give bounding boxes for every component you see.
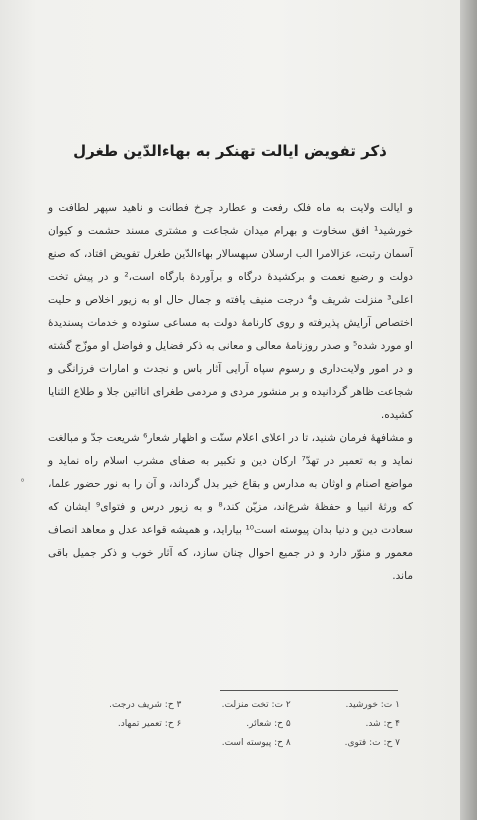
page-spine-edge	[460, 0, 477, 820]
section-heading: ذکر تفویض ایالت تهنکر به بهاءالدّین طغرل	[73, 142, 387, 160]
footnote-1: ۱ ت: خورشید.	[345, 700, 400, 710]
footnote-7: ۷ ح: ت: فتوی.	[344, 738, 400, 748]
main-text	[48, 197, 413, 588]
footnotes	[80, 700, 400, 748]
footnote-5: ۵ ح: شعائر.	[246, 719, 291, 729]
footnote-2: ۲ ت: تخت منزلت.	[221, 700, 291, 710]
footnote-6: ۶ ح: تعمیر تمهاد.	[117, 719, 182, 729]
paragraph-2: و مشافههٔ فرمان شنید، تا در اعلای اعلام سنّت و اظهار شعار⁶ شریعت جدّ و مبالغت نماید و به تعمیر در تهدّ⁷ ارکان دین و تکبیر به صفای مشرب اسلام راه نماید و مواضع اصنام و اوثان به مدارس و بقاع خیر بدل گرداند، و آن را به نور حضور علما، که ورثهٔ انبیا و حفظهٔ شرع‌اند، مزیّن کند،⁸ و به زیور درس و فتوای⁹ ایشان که سعادت دین و دنیا بدان پیوسته است¹⁰ بیاراید، و همیشه قواعد عدل و معاهد انصاف معمور و منوّر دارد و در جمیع احوال چنان سازد، که آثار خوب و ذکر جمیل باقی ماند.	[48, 432, 414, 582]
footnote-3: ۳ ح: شریف درجت.	[109, 700, 182, 710]
footnote-4: ۴ ح: شد.	[365, 719, 400, 729]
margin-mark: °	[20, 478, 25, 489]
paragraph-1: و ایالت ولایت به ماه فلک رفعت و عطارد چرخ فطانت و ناهید سپهر لطافت و خورشید¹ افق سخاوت و بهرام میدان شجاعت و مشتری مسند حشمت و کیوان آسمان رتبت، عزالامرا الب ارسلان سپهسالار بهاءالدّین طغرل تفویض افتاد، که صنع دولت و رضیع نعمت و برکشیدهٔ درگاه و برآوردهٔ بارگاه است،² و در پیش تخت اعلی³ منزلت شریف و⁴ درجت منیف یافته و جمال حال او به زیور اخلاص و حلیت اختصاص آرایش پذیرفته و روی کارنامهٔ دولت به مساعی ستوده و خدمات پسندیدهٔ او مورد شده⁵ و صدر روزنامهٔ معالی و معانی به ذکر فضایل و فواضل او موزّج گشته و در امور ولایت‌داری و رسوم سپاه آرایی آثار باس و نجدت و امارات فرزانگی و شجاعت ظاهر گردانیده و بر منشور مردی و مردمی طغرای انااتین جلا و طلاع الثنایا کشیده.	[48, 202, 414, 421]
footnote-rule	[220, 690, 398, 691]
footnote-8: ۸ ح: پیوسته است.	[221, 738, 291, 748]
